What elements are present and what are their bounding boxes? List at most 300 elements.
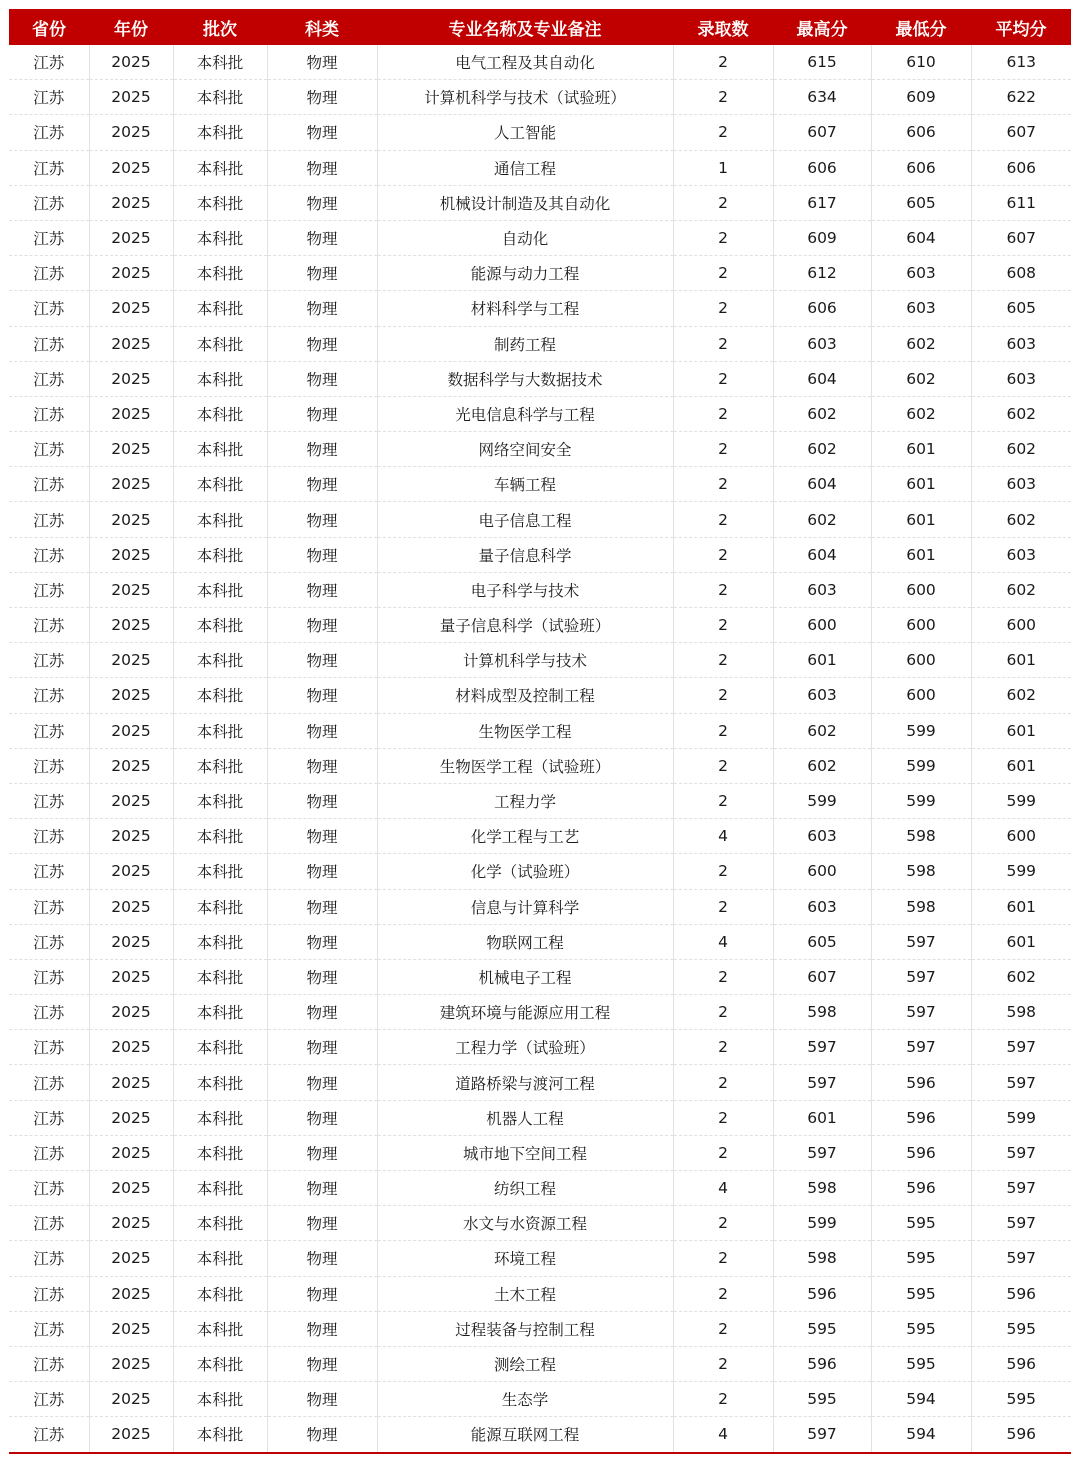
highest-score-cell: 612 <box>773 256 871 291</box>
major-name-cell: 通信工程 <box>377 150 673 185</box>
year-cell: 2025 <box>89 713 173 748</box>
lowest-score-cell: 599 <box>871 713 971 748</box>
admission-score-table <box>9 9 1071 1452</box>
table-row <box>9 924 1071 959</box>
table-row <box>9 643 1071 678</box>
highest-score-cell: 598 <box>773 1241 871 1276</box>
year-cell: 2025 <box>89 819 173 854</box>
subject-type-cell: 物理 <box>267 432 377 467</box>
major-name-cell: 量子信息科学 <box>377 537 673 572</box>
lowest-score-cell: 600 <box>871 572 971 607</box>
highest-score-cell: 597 <box>773 1417 871 1452</box>
province-cell: 江苏 <box>9 1135 89 1170</box>
subject-type-cell: 物理 <box>267 220 377 255</box>
table-header <box>9 9 1071 45</box>
table-row <box>9 959 1071 994</box>
province-cell: 江苏 <box>9 889 89 924</box>
major-name-cell: 水文与水资源工程 <box>377 1206 673 1241</box>
average-score-cell: 597 <box>971 1065 1071 1100</box>
province-cell: 江苏 <box>9 115 89 150</box>
admitted-count-cell: 2 <box>673 1100 773 1135</box>
highest-score-cell: 601 <box>773 1100 871 1135</box>
batch-cell: 本科批 <box>173 748 267 783</box>
major-name-cell: 计算机科学与技术 <box>377 643 673 678</box>
major-name-cell: 建筑环境与能源应用工程 <box>377 995 673 1030</box>
header-highest-score: 最高分 <box>773 9 871 45</box>
admitted-count-cell: 2 <box>673 467 773 502</box>
admitted-count-cell: 2 <box>673 80 773 115</box>
province-cell: 江苏 <box>9 220 89 255</box>
year-cell: 2025 <box>89 1276 173 1311</box>
average-score-cell: 597 <box>971 1135 1071 1170</box>
admitted-count-cell: 2 <box>673 432 773 467</box>
admission-score-table-container <box>9 9 1071 1454</box>
header-admitted-count: 录取数 <box>673 9 773 45</box>
major-name-cell: 道路桥梁与渡河工程 <box>377 1065 673 1100</box>
admitted-count-cell: 2 <box>673 1382 773 1417</box>
highest-score-cell: 602 <box>773 713 871 748</box>
average-score-cell: 607 <box>971 115 1071 150</box>
batch-cell: 本科批 <box>173 713 267 748</box>
header-lowest-score: 最低分 <box>871 9 971 45</box>
lowest-score-cell: 602 <box>871 361 971 396</box>
province-cell: 江苏 <box>9 1311 89 1346</box>
highest-score-cell: 600 <box>773 854 871 889</box>
province-cell: 江苏 <box>9 1276 89 1311</box>
batch-cell: 本科批 <box>173 396 267 431</box>
average-score-cell: 597 <box>971 1171 1071 1206</box>
average-score-cell: 601 <box>971 713 1071 748</box>
highest-score-cell: 595 <box>773 1382 871 1417</box>
table-row <box>9 45 1071 80</box>
lowest-score-cell: 594 <box>871 1417 971 1452</box>
lowest-score-cell: 601 <box>871 432 971 467</box>
batch-cell: 本科批 <box>173 1311 267 1346</box>
major-name-cell: 计算机科学与技术（试验班） <box>377 80 673 115</box>
major-name-cell: 土木工程 <box>377 1276 673 1311</box>
province-cell: 江苏 <box>9 995 89 1030</box>
year-cell: 2025 <box>89 1241 173 1276</box>
lowest-score-cell: 597 <box>871 1030 971 1065</box>
lowest-score-cell: 606 <box>871 150 971 185</box>
province-cell: 江苏 <box>9 1417 89 1452</box>
year-cell: 2025 <box>89 854 173 889</box>
lowest-score-cell: 595 <box>871 1206 971 1241</box>
highest-score-cell: 602 <box>773 432 871 467</box>
year-cell: 2025 <box>89 256 173 291</box>
table-row <box>9 432 1071 467</box>
lowest-score-cell: 597 <box>871 924 971 959</box>
admitted-count-cell: 2 <box>673 396 773 431</box>
province-cell: 江苏 <box>9 713 89 748</box>
highest-score-cell: 606 <box>773 291 871 326</box>
major-name-cell: 电子信息工程 <box>377 502 673 537</box>
admitted-count-cell: 2 <box>673 748 773 783</box>
average-score-cell: 613 <box>971 45 1071 80</box>
major-name-cell: 电子科学与技术 <box>377 572 673 607</box>
major-name-cell: 环境工程 <box>377 1241 673 1276</box>
lowest-score-cell: 596 <box>871 1100 971 1135</box>
major-name-cell: 制药工程 <box>377 326 673 361</box>
highest-score-cell: 617 <box>773 185 871 220</box>
header-major-name: 专业名称及专业备注 <box>377 9 673 45</box>
major-name-cell: 工程力学 <box>377 783 673 818</box>
highest-score-cell: 603 <box>773 678 871 713</box>
province-cell: 江苏 <box>9 608 89 643</box>
subject-type-cell: 物理 <box>267 995 377 1030</box>
admitted-count-cell: 2 <box>673 608 773 643</box>
table-row <box>9 995 1071 1030</box>
admitted-count-cell: 2 <box>673 185 773 220</box>
year-cell: 2025 <box>89 80 173 115</box>
lowest-score-cell: 595 <box>871 1241 971 1276</box>
average-score-cell: 597 <box>971 1241 1071 1276</box>
batch-cell: 本科批 <box>173 467 267 502</box>
table-row <box>9 1100 1071 1135</box>
highest-score-cell: 604 <box>773 467 871 502</box>
table-row <box>9 185 1071 220</box>
average-score-cell: 596 <box>971 1276 1071 1311</box>
table-row <box>9 713 1071 748</box>
subject-type-cell: 物理 <box>267 748 377 783</box>
lowest-score-cell: 600 <box>871 678 971 713</box>
average-score-cell: 608 <box>971 256 1071 291</box>
admitted-count-cell: 2 <box>673 1030 773 1065</box>
province-cell: 江苏 <box>9 326 89 361</box>
highest-score-cell: 607 <box>773 115 871 150</box>
year-cell: 2025 <box>89 643 173 678</box>
batch-cell: 本科批 <box>173 572 267 607</box>
average-score-cell: 601 <box>971 924 1071 959</box>
major-name-cell: 信息与计算科学 <box>377 889 673 924</box>
admitted-count-cell: 2 <box>673 256 773 291</box>
province-cell: 江苏 <box>9 678 89 713</box>
year-cell: 2025 <box>89 1311 173 1346</box>
subject-type-cell: 物理 <box>267 678 377 713</box>
batch-cell: 本科批 <box>173 45 267 80</box>
major-name-cell: 自动化 <box>377 220 673 255</box>
subject-type-cell: 物理 <box>267 889 377 924</box>
table-row <box>9 1346 1071 1381</box>
subject-type-cell: 物理 <box>267 80 377 115</box>
year-cell: 2025 <box>89 1135 173 1170</box>
year-cell: 2025 <box>89 748 173 783</box>
table-row <box>9 1276 1071 1311</box>
admitted-count-cell: 2 <box>673 572 773 607</box>
province-cell: 江苏 <box>9 854 89 889</box>
table-row <box>9 1135 1071 1170</box>
header-row <box>9 9 1071 45</box>
year-cell: 2025 <box>89 1346 173 1381</box>
year-cell: 2025 <box>89 467 173 502</box>
average-score-cell: 600 <box>971 608 1071 643</box>
table-row <box>9 150 1071 185</box>
admitted-count-cell: 2 <box>673 361 773 396</box>
subject-type-cell: 物理 <box>267 1276 377 1311</box>
highest-score-cell: 607 <box>773 959 871 994</box>
header-province: 省份 <box>9 9 89 45</box>
province-cell: 江苏 <box>9 361 89 396</box>
subject-type-cell: 物理 <box>267 608 377 643</box>
major-name-cell: 过程装备与控制工程 <box>377 1311 673 1346</box>
highest-score-cell: 609 <box>773 220 871 255</box>
year-cell: 2025 <box>89 1030 173 1065</box>
highest-score-cell: 602 <box>773 502 871 537</box>
table-row <box>9 783 1071 818</box>
major-name-cell: 机器人工程 <box>377 1100 673 1135</box>
province-cell: 江苏 <box>9 537 89 572</box>
table-row <box>9 678 1071 713</box>
subject-type-cell: 物理 <box>267 1206 377 1241</box>
highest-score-cell: 605 <box>773 924 871 959</box>
year-cell: 2025 <box>89 924 173 959</box>
table-row <box>9 396 1071 431</box>
province-cell: 江苏 <box>9 1206 89 1241</box>
batch-cell: 本科批 <box>173 115 267 150</box>
average-score-cell: 602 <box>971 572 1071 607</box>
year-cell: 2025 <box>89 783 173 818</box>
table-row <box>9 1030 1071 1065</box>
admitted-count-cell: 2 <box>673 854 773 889</box>
average-score-cell: 607 <box>971 220 1071 255</box>
table-body <box>9 45 1071 1452</box>
lowest-score-cell: 602 <box>871 326 971 361</box>
lowest-score-cell: 601 <box>871 537 971 572</box>
province-cell: 江苏 <box>9 502 89 537</box>
table-row <box>9 1382 1071 1417</box>
major-name-cell: 电气工程及其自动化 <box>377 45 673 80</box>
province-cell: 江苏 <box>9 256 89 291</box>
major-name-cell: 数据科学与大数据技术 <box>377 361 673 396</box>
table-row <box>9 361 1071 396</box>
province-cell: 江苏 <box>9 572 89 607</box>
admitted-count-cell: 2 <box>673 537 773 572</box>
batch-cell: 本科批 <box>173 256 267 291</box>
subject-type-cell: 物理 <box>267 1417 377 1452</box>
major-name-cell: 机械电子工程 <box>377 959 673 994</box>
subject-type-cell: 物理 <box>267 467 377 502</box>
batch-cell: 本科批 <box>173 432 267 467</box>
batch-cell: 本科批 <box>173 291 267 326</box>
year-cell: 2025 <box>89 291 173 326</box>
batch-cell: 本科批 <box>173 959 267 994</box>
highest-score-cell: 603 <box>773 572 871 607</box>
year-cell: 2025 <box>89 326 173 361</box>
province-cell: 江苏 <box>9 467 89 502</box>
province-cell: 江苏 <box>9 748 89 783</box>
subject-type-cell: 物理 <box>267 819 377 854</box>
subject-type-cell: 物理 <box>267 115 377 150</box>
table-row <box>9 115 1071 150</box>
year-cell: 2025 <box>89 959 173 994</box>
lowest-score-cell: 600 <box>871 643 971 678</box>
major-name-cell: 纺织工程 <box>377 1171 673 1206</box>
year-cell: 2025 <box>89 396 173 431</box>
header-batch: 批次 <box>173 9 267 45</box>
major-name-cell: 光电信息科学与工程 <box>377 396 673 431</box>
lowest-score-cell: 595 <box>871 1311 971 1346</box>
lowest-score-cell: 598 <box>871 819 971 854</box>
province-cell: 江苏 <box>9 432 89 467</box>
table-row <box>9 537 1071 572</box>
average-score-cell: 597 <box>971 1206 1071 1241</box>
admitted-count-cell: 2 <box>673 1346 773 1381</box>
header-average-score: 平均分 <box>971 9 1071 45</box>
year-cell: 2025 <box>89 995 173 1030</box>
lowest-score-cell: 599 <box>871 748 971 783</box>
major-name-cell: 城市地下空间工程 <box>377 1135 673 1170</box>
subject-type-cell: 物理 <box>267 1171 377 1206</box>
highest-score-cell: 604 <box>773 537 871 572</box>
table-row <box>9 1065 1071 1100</box>
table-row <box>9 1417 1071 1452</box>
lowest-score-cell: 605 <box>871 185 971 220</box>
year-cell: 2025 <box>89 678 173 713</box>
highest-score-cell: 602 <box>773 748 871 783</box>
major-name-cell: 化学工程与工艺 <box>377 819 673 854</box>
highest-score-cell: 606 <box>773 150 871 185</box>
year-cell: 2025 <box>89 220 173 255</box>
average-score-cell: 605 <box>971 291 1071 326</box>
admitted-count-cell: 2 <box>673 889 773 924</box>
subject-type-cell: 物理 <box>267 1065 377 1100</box>
batch-cell: 本科批 <box>173 220 267 255</box>
average-score-cell: 603 <box>971 467 1071 502</box>
batch-cell: 本科批 <box>173 643 267 678</box>
subject-type-cell: 物理 <box>267 1030 377 1065</box>
year-cell: 2025 <box>89 608 173 643</box>
major-name-cell: 化学（试验班） <box>377 854 673 889</box>
major-name-cell: 网络空间安全 <box>377 432 673 467</box>
admitted-count-cell: 2 <box>673 220 773 255</box>
lowest-score-cell: 604 <box>871 220 971 255</box>
subject-type-cell: 物理 <box>267 150 377 185</box>
highest-score-cell: 598 <box>773 995 871 1030</box>
batch-cell: 本科批 <box>173 1065 267 1100</box>
highest-score-cell: 600 <box>773 608 871 643</box>
lowest-score-cell: 599 <box>871 783 971 818</box>
subject-type-cell: 物理 <box>267 537 377 572</box>
highest-score-cell: 597 <box>773 1030 871 1065</box>
highest-score-cell: 595 <box>773 1311 871 1346</box>
province-cell: 江苏 <box>9 1030 89 1065</box>
average-score-cell: 601 <box>971 889 1071 924</box>
lowest-score-cell: 603 <box>871 256 971 291</box>
year-cell: 2025 <box>89 1417 173 1452</box>
major-name-cell: 生物医学工程（试验班） <box>377 748 673 783</box>
batch-cell: 本科批 <box>173 502 267 537</box>
table-row <box>9 326 1071 361</box>
average-score-cell: 601 <box>971 643 1071 678</box>
subject-type-cell: 物理 <box>267 1135 377 1170</box>
admitted-count-cell: 4 <box>673 819 773 854</box>
table-row <box>9 502 1071 537</box>
average-score-cell: 606 <box>971 150 1071 185</box>
average-score-cell: 601 <box>971 748 1071 783</box>
province-cell: 江苏 <box>9 819 89 854</box>
major-name-cell: 生物医学工程 <box>377 713 673 748</box>
year-cell: 2025 <box>89 150 173 185</box>
average-score-cell: 599 <box>971 1100 1071 1135</box>
subject-type-cell: 物理 <box>267 396 377 431</box>
year-cell: 2025 <box>89 185 173 220</box>
year-cell: 2025 <box>89 1206 173 1241</box>
highest-score-cell: 634 <box>773 80 871 115</box>
table-row <box>9 572 1071 607</box>
admitted-count-cell: 2 <box>673 1206 773 1241</box>
year-cell: 2025 <box>89 432 173 467</box>
batch-cell: 本科批 <box>173 889 267 924</box>
table-row <box>9 467 1071 502</box>
major-name-cell: 物联网工程 <box>377 924 673 959</box>
average-score-cell: 603 <box>971 326 1071 361</box>
average-score-cell: 599 <box>971 854 1071 889</box>
header-year: 年份 <box>89 9 173 45</box>
batch-cell: 本科批 <box>173 1030 267 1065</box>
major-name-cell: 车辆工程 <box>377 467 673 502</box>
year-cell: 2025 <box>89 502 173 537</box>
province-cell: 江苏 <box>9 783 89 818</box>
admitted-count-cell: 2 <box>673 326 773 361</box>
subject-type-cell: 物理 <box>267 1311 377 1346</box>
admitted-count-cell: 2 <box>673 713 773 748</box>
table-row <box>9 1311 1071 1346</box>
table-row <box>9 220 1071 255</box>
table-row <box>9 819 1071 854</box>
province-cell: 江苏 <box>9 1346 89 1381</box>
average-score-cell: 596 <box>971 1346 1071 1381</box>
admitted-count-cell: 2 <box>673 1135 773 1170</box>
admitted-count-cell: 2 <box>673 1311 773 1346</box>
average-score-cell: 600 <box>971 819 1071 854</box>
batch-cell: 本科批 <box>173 1382 267 1417</box>
subject-type-cell: 物理 <box>267 291 377 326</box>
year-cell: 2025 <box>89 572 173 607</box>
province-cell: 江苏 <box>9 1100 89 1135</box>
province-cell: 江苏 <box>9 45 89 80</box>
batch-cell: 本科批 <box>173 924 267 959</box>
table-row <box>9 889 1071 924</box>
major-name-cell: 材料成型及控制工程 <box>377 678 673 713</box>
admitted-count-cell: 2 <box>673 959 773 994</box>
subject-type-cell: 物理 <box>267 326 377 361</box>
batch-cell: 本科批 <box>173 361 267 396</box>
highest-score-cell: 596 <box>773 1276 871 1311</box>
subject-type-cell: 物理 <box>267 1100 377 1135</box>
lowest-score-cell: 610 <box>871 45 971 80</box>
lowest-score-cell: 603 <box>871 291 971 326</box>
average-score-cell: 602 <box>971 502 1071 537</box>
admitted-count-cell: 2 <box>673 115 773 150</box>
major-name-cell: 量子信息科学（试验班） <box>377 608 673 643</box>
province-cell: 江苏 <box>9 80 89 115</box>
average-score-cell: 602 <box>971 678 1071 713</box>
average-score-cell: 595 <box>971 1382 1071 1417</box>
lowest-score-cell: 596 <box>871 1171 971 1206</box>
batch-cell: 本科批 <box>173 537 267 572</box>
province-cell: 江苏 <box>9 959 89 994</box>
admitted-count-cell: 2 <box>673 502 773 537</box>
subject-type-cell: 物理 <box>267 959 377 994</box>
year-cell: 2025 <box>89 889 173 924</box>
table-row <box>9 1171 1071 1206</box>
highest-score-cell: 598 <box>773 1171 871 1206</box>
year-cell: 2025 <box>89 537 173 572</box>
highest-score-cell: 615 <box>773 45 871 80</box>
batch-cell: 本科批 <box>173 608 267 643</box>
batch-cell: 本科批 <box>173 185 267 220</box>
year-cell: 2025 <box>89 115 173 150</box>
